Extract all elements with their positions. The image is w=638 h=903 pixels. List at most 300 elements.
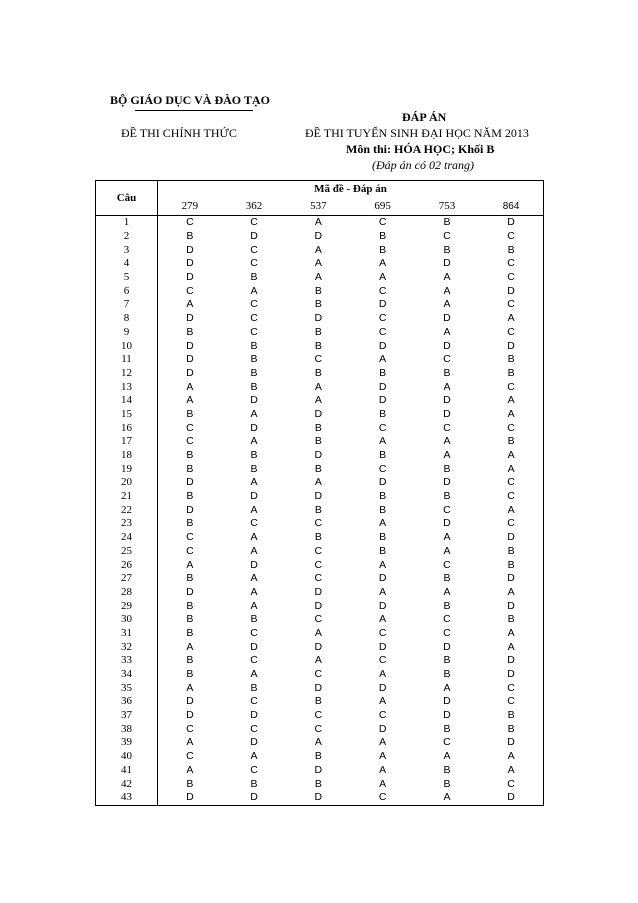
answer-cell: B: [250, 449, 258, 462]
answer-cell: B: [443, 572, 451, 585]
table-row: [96, 599, 544, 613]
answer-rows: [96, 216, 544, 806]
answer-cell: B: [250, 353, 258, 366]
answer-cell: D: [378, 572, 387, 585]
table-row: [96, 462, 544, 476]
answer-cell: C: [443, 421, 451, 434]
answer-cell: A: [443, 750, 451, 763]
answer-cell: D: [186, 312, 194, 325]
answer-cell: A: [314, 380, 322, 393]
answer-cell: D: [250, 490, 258, 503]
table-row: [96, 326, 544, 340]
answer-cell: A: [479, 449, 543, 463]
answer-cell: B: [250, 366, 258, 379]
answer-cell: A: [314, 626, 322, 639]
answer-cell: D: [479, 736, 543, 750]
table-row: [96, 517, 544, 531]
table-row: [96, 339, 544, 353]
exam-code-group-header: Mã đề - Đáp án: [158, 181, 544, 198]
answer-table: [95, 180, 544, 806]
answer-cell: D: [186, 709, 194, 722]
answer-cell: B: [443, 243, 451, 256]
answer-cell: C: [479, 695, 543, 709]
answer-cell: D: [186, 366, 194, 379]
answer-cell: A: [479, 312, 543, 326]
answer-cell: A: [250, 668, 258, 681]
table-row: [96, 216, 544, 230]
answer-cell: D: [314, 312, 323, 325]
answer-cell: A: [314, 476, 322, 489]
table-row: [96, 353, 544, 367]
question-number-cell: 10: [96, 339, 158, 353]
question-number-cell: 15: [96, 408, 158, 422]
answer-cell: D: [479, 216, 543, 230]
answer-cell: B: [314, 366, 322, 379]
answer-cell: C: [378, 284, 387, 297]
answer-cell: D: [378, 640, 387, 653]
answer-cell: D: [443, 394, 451, 407]
answer-cell: C: [443, 736, 451, 749]
page-count-note: (Đáp án có 02 trang): [372, 158, 474, 172]
answer-cell: B: [250, 613, 258, 626]
table-row: [96, 736, 544, 750]
answer-cell: A: [379, 763, 387, 776]
exam-code-header: 537: [286, 197, 350, 216]
answer-cell: C: [314, 722, 323, 735]
question-number-cell: 31: [96, 627, 158, 641]
answer-cell: C: [314, 517, 323, 530]
question-number-cell: 25: [96, 545, 158, 559]
question-number-cell: 39: [96, 736, 158, 750]
answer-cell: A: [443, 449, 451, 462]
answer-cell: D: [378, 298, 387, 311]
question-number-cell: 33: [96, 654, 158, 668]
answer-cell: B: [314, 777, 322, 790]
answer-cell: D: [250, 230, 258, 243]
answer-cell: B: [443, 599, 451, 612]
table-row: [96, 545, 544, 559]
table-row: [96, 627, 544, 641]
answer-cell: A: [479, 394, 543, 408]
question-number-cell: 36: [96, 695, 158, 709]
answer-cell: C: [250, 722, 258, 735]
answer-cell: B: [186, 517, 194, 530]
answer-cell: D: [186, 503, 194, 516]
answer-cell: C: [443, 230, 451, 243]
question-number-cell: 27: [96, 572, 158, 586]
answer-cell: C: [378, 709, 387, 722]
table-row: [96, 722, 544, 736]
table-row: [96, 791, 544, 805]
answer-cell: D: [250, 640, 258, 653]
answer-cell: C: [479, 517, 543, 531]
table-row: [96, 586, 544, 600]
answer-cell: A: [443, 271, 451, 284]
answer-cell: B: [250, 271, 258, 284]
answer-cell: D: [479, 654, 543, 668]
answer-cell: A: [186, 298, 194, 311]
answer-cell: A: [479, 503, 543, 517]
answer-cell: A: [314, 654, 322, 667]
answer-cell: C: [250, 763, 258, 776]
answer-cell: B: [314, 325, 322, 338]
answer-cell: A: [443, 380, 451, 393]
question-number-cell: 6: [96, 284, 158, 298]
question-number-cell: 43: [96, 791, 158, 805]
question-number-cell: 40: [96, 750, 158, 764]
answer-cell: B: [314, 750, 322, 763]
answer-cell: C: [479, 476, 543, 490]
answer-cell: A: [443, 585, 451, 598]
answer-cell: D: [378, 722, 387, 735]
answer-cell: C: [479, 490, 543, 504]
official-exam-label: ĐỀ THI CHÍNH THỨC: [121, 126, 237, 140]
question-number-cell: 41: [96, 764, 158, 778]
question-number-cell: 19: [96, 462, 158, 476]
answer-cell: B: [443, 366, 451, 379]
table-row: [96, 681, 544, 695]
question-number-cell: 42: [96, 777, 158, 791]
answer-cell: A: [415, 791, 479, 805]
answer-cell: C: [250, 654, 258, 667]
table-row: [96, 777, 544, 791]
table-row: [96, 476, 544, 490]
answer-cell: D: [158, 791, 222, 805]
answer-cell: D: [250, 394, 258, 407]
answer-cell: A: [379, 668, 387, 681]
answer-cell: A: [379, 435, 387, 448]
answer-cell: B: [479, 367, 543, 381]
answer-cell: A: [379, 257, 387, 270]
ministry-name: BỘ GIÁO DỤC VÀ ĐÀO TẠO: [110, 93, 270, 107]
answer-cell: A: [479, 586, 543, 600]
answer-cell: B: [479, 435, 543, 449]
answer-cell: A: [443, 681, 451, 694]
answer-cell: A: [250, 531, 258, 544]
answer-cell: D: [186, 353, 194, 366]
table-row: [96, 695, 544, 709]
answer-cell: B: [443, 763, 451, 776]
answer-cell: A: [250, 407, 258, 420]
question-number-cell: 3: [96, 243, 158, 257]
answer-cell: B: [186, 462, 194, 475]
question-number-cell: 1: [96, 216, 158, 230]
answer-cell: A: [443, 531, 451, 544]
answer-cell: A: [186, 380, 194, 393]
answer-cell: B: [250, 462, 258, 475]
answer-cell: B: [186, 449, 194, 462]
answer-cell: C: [479, 681, 543, 695]
answer-cell: A: [379, 558, 387, 571]
answer-cell: A: [186, 736, 194, 749]
answer-cell: C: [378, 462, 387, 475]
answer-cell: B: [379, 490, 387, 503]
question-number-cell: 2: [96, 230, 158, 244]
answer-cell: D: [186, 585, 194, 598]
answer-cell: A: [443, 298, 451, 311]
answer-cell: A: [379, 613, 387, 626]
table-row: [96, 490, 544, 504]
answer-cell: A: [379, 777, 387, 790]
question-number-cell: 37: [96, 709, 158, 723]
answer-cell: D: [250, 421, 258, 434]
answer-cell: D: [314, 449, 323, 462]
answer-cell: C: [378, 325, 387, 338]
answer-cell: A: [379, 695, 387, 708]
question-number-cell: 14: [96, 394, 158, 408]
answer-cell: B: [314, 695, 322, 708]
answer-cell: C: [443, 558, 451, 571]
question-number-cell: 34: [96, 668, 158, 682]
answer-cell: C: [186, 284, 194, 297]
answer-cell: A: [379, 517, 387, 530]
table-row: [96, 449, 544, 463]
exam-code-header: 695: [350, 197, 414, 216]
answer-cell: C: [186, 421, 194, 434]
ministry-underline: [135, 110, 253, 111]
answer-cell: C: [378, 312, 387, 325]
answer-cell: C: [250, 695, 258, 708]
answer-cell: B: [186, 613, 194, 626]
question-number-cell: 21: [96, 490, 158, 504]
answer-cell: B: [186, 230, 194, 243]
answer-cell: B: [379, 407, 387, 420]
answer-cell: C: [186, 722, 194, 735]
answer-cell: B: [443, 490, 451, 503]
answer-cell: D: [443, 695, 451, 708]
answer-cell: C: [250, 257, 258, 270]
answer-cell: A: [479, 462, 543, 476]
answer-cell: C: [443, 613, 451, 626]
answer-cell: B: [314, 435, 322, 448]
answer-cell: C: [378, 421, 387, 434]
answer-cell: C: [378, 216, 387, 229]
answer-cell: B: [479, 709, 543, 723]
answer-key-title: ĐÁP ÁN: [402, 110, 447, 124]
answer-cell: D: [479, 284, 543, 298]
answer-cell: B: [314, 298, 322, 311]
answer-cell: B: [443, 216, 451, 229]
answer-cell: A: [379, 353, 387, 366]
answer-cell: A: [443, 325, 451, 338]
question-number-cell: 35: [96, 681, 158, 695]
answer-cell: D: [378, 394, 387, 407]
table-row: [96, 709, 544, 723]
table-row: [96, 640, 544, 654]
answer-cell: A: [186, 681, 194, 694]
table-row: [96, 257, 544, 271]
answer-cell: A: [186, 763, 194, 776]
answer-cell: D: [250, 558, 258, 571]
answer-cell: D: [479, 791, 543, 805]
answer-cell: C: [186, 435, 194, 448]
question-number-cell: 22: [96, 503, 158, 517]
answer-cell: D: [314, 490, 323, 503]
answer-cell: D: [479, 668, 543, 682]
answer-cell: D: [378, 476, 387, 489]
question-number-cell: 20: [96, 476, 158, 490]
answer-cell: A: [314, 243, 322, 256]
answer-cell: C: [479, 777, 543, 791]
answer-cell: C: [479, 298, 543, 312]
answer-cell: D: [443, 709, 451, 722]
answer-cell: A: [314, 257, 322, 270]
answer-cell: D: [443, 407, 451, 420]
answer-cell: D: [186, 695, 194, 708]
answer-cell: B: [186, 654, 194, 667]
question-number-cell: 29: [96, 599, 158, 613]
table-row: [96, 394, 544, 408]
answer-cell: D: [186, 243, 194, 256]
table-row: [96, 380, 544, 394]
answer-cell: C: [186, 750, 194, 763]
answer-cell: A: [379, 750, 387, 763]
table-row: [96, 298, 544, 312]
answer-cell: B: [314, 339, 322, 352]
answer-cell: C: [314, 709, 323, 722]
answer-cell: D: [222, 791, 286, 805]
answer-cell: A: [379, 271, 387, 284]
question-number-cell: 5: [96, 271, 158, 285]
question-number-cell: 38: [96, 722, 158, 736]
answer-cell: B: [379, 503, 387, 516]
answer-cell: B: [379, 544, 387, 557]
answer-cell: B: [186, 572, 194, 585]
answer-cell: A: [314, 216, 322, 229]
answer-cell: C: [479, 271, 543, 285]
answer-cell: A: [250, 503, 258, 516]
exam-code-header: 279: [158, 197, 222, 216]
answer-cell: A: [379, 736, 387, 749]
answer-cell: D: [443, 257, 451, 270]
answer-cell: C: [479, 421, 543, 435]
answer-cell: C: [378, 626, 387, 639]
answer-cell: C: [314, 353, 323, 366]
answer-cell: A: [250, 544, 258, 557]
answer-cell: C: [186, 544, 194, 557]
answer-cell: A: [479, 750, 543, 764]
question-number-cell: 26: [96, 558, 158, 572]
question-number-cell: 4: [96, 257, 158, 271]
answer-cell: B: [479, 613, 543, 627]
answer-cell: D: [186, 271, 194, 284]
question-number-cell: 23: [96, 517, 158, 531]
answer-cell: B: [186, 407, 194, 420]
answer-cell: D: [286, 791, 350, 805]
table-row: [96, 271, 544, 285]
answer-cell: B: [314, 462, 322, 475]
answer-cell: A: [250, 572, 258, 585]
answer-cell: B: [314, 284, 322, 297]
answer-cell: A: [479, 408, 543, 422]
answer-cell: B: [379, 366, 387, 379]
question-number-cell: 11: [96, 353, 158, 367]
exam-code-header: 362: [222, 197, 286, 216]
answer-cell: C: [314, 558, 323, 571]
answer-cell: B: [479, 558, 543, 572]
answer-cell: D: [186, 257, 194, 270]
table-row: [96, 408, 544, 422]
answer-cell: A: [443, 435, 451, 448]
answer-cell: C: [186, 216, 194, 229]
answer-cell: C: [378, 654, 387, 667]
table-row: [96, 613, 544, 627]
question-number-cell: 12: [96, 367, 158, 381]
question-number-cell: 18: [96, 449, 158, 463]
answer-cell: B: [186, 626, 194, 639]
answer-cell: B: [314, 421, 322, 434]
answer-cell: A: [250, 476, 258, 489]
answer-cell: A: [479, 627, 543, 641]
answer-cell: D: [250, 736, 258, 749]
table-row: [96, 367, 544, 381]
answer-cell: B: [443, 668, 451, 681]
answer-cell: B: [443, 462, 451, 475]
question-number-cell: 7: [96, 298, 158, 312]
table-row: [96, 435, 544, 449]
answer-cell: B: [479, 243, 543, 257]
answer-cell: C: [250, 626, 258, 639]
table-row: [96, 558, 544, 572]
question-number-cell: 32: [96, 640, 158, 654]
answer-cell: A: [250, 750, 258, 763]
answer-cell: B: [250, 681, 258, 694]
answer-cell: C: [250, 243, 258, 256]
subject-line: Môn thi: HÓA HỌC; Khối B: [346, 142, 495, 156]
answer-cell: D: [314, 585, 323, 598]
answer-cell: A: [379, 585, 387, 598]
answer-cell: C: [443, 353, 451, 366]
answer-cell: A: [250, 585, 258, 598]
table-row: [96, 284, 544, 298]
table-row: [96, 503, 544, 517]
answer-cell: C: [479, 326, 543, 340]
answer-cell: B: [186, 599, 194, 612]
exam-code-header: 753: [415, 197, 479, 216]
answer-cell: B: [379, 531, 387, 544]
answer-cell: C: [314, 544, 323, 557]
answer-cell: C: [350, 791, 414, 805]
answer-cell: B: [186, 490, 194, 503]
answer-cell: D: [378, 380, 387, 393]
answer-cell: B: [443, 777, 451, 790]
answer-cell: C: [314, 668, 323, 681]
answer-cell: C: [186, 531, 194, 544]
answer-cell: C: [250, 312, 258, 325]
answer-cell: D: [378, 339, 387, 352]
answer-cell: C: [250, 216, 258, 229]
answer-cell: D: [314, 599, 323, 612]
answer-cell: D: [314, 230, 323, 243]
table-row: [96, 654, 544, 668]
answer-cell: C: [479, 380, 543, 394]
answer-cell: C: [250, 298, 258, 311]
answer-cell: A: [314, 394, 322, 407]
question-number-cell: 9: [96, 326, 158, 340]
answer-cell: A: [186, 640, 194, 653]
table-row: [96, 230, 544, 244]
answer-cell: B: [250, 339, 258, 352]
answer-cell: B: [379, 243, 387, 256]
question-number-cell: 8: [96, 312, 158, 326]
answer-cell: B: [186, 777, 194, 790]
answer-cell: A: [186, 558, 194, 571]
answer-cell: D: [479, 599, 543, 613]
table-row: [96, 572, 544, 586]
table-row: [96, 243, 544, 257]
answer-cell: B: [314, 503, 322, 516]
answer-cell: D: [443, 640, 451, 653]
